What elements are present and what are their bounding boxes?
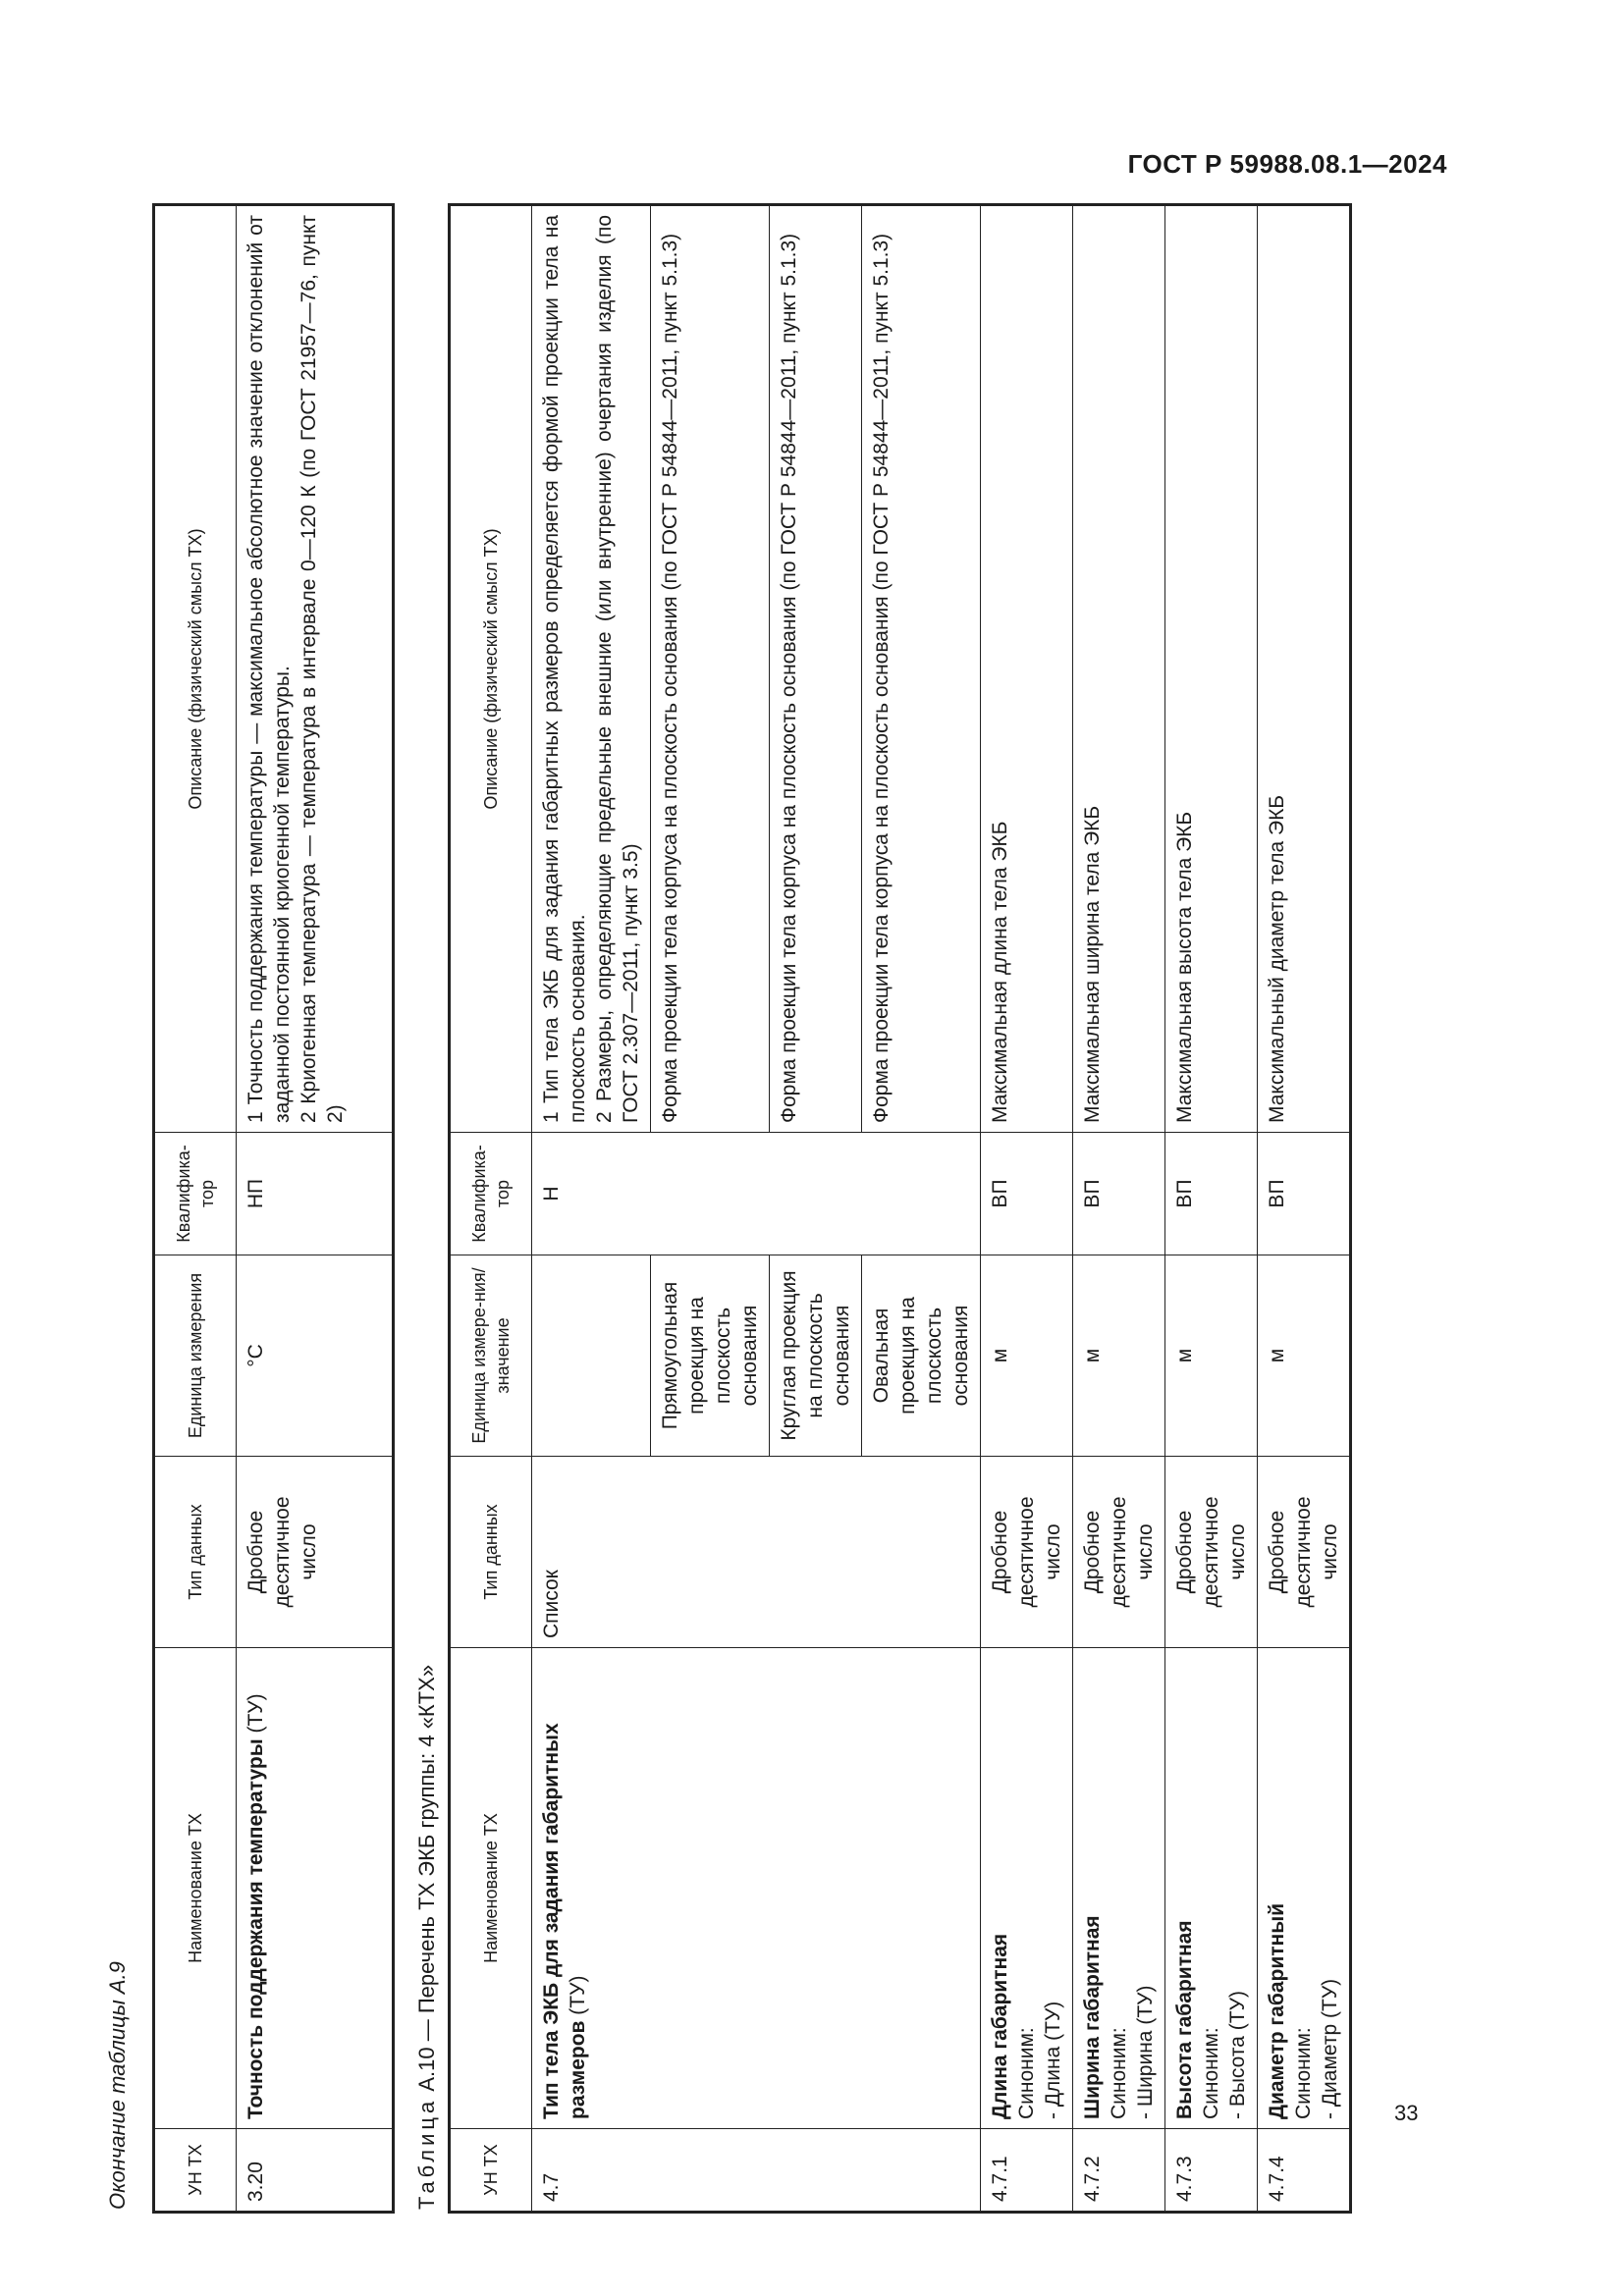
rotated-landscape-content <box>103 191 1497 2214</box>
cell-unit <box>532 1255 651 1457</box>
cell-unit: м <box>1258 1255 1351 1457</box>
synonym-label: Синоним: <box>1015 2027 1038 2119</box>
col-header-unit: Единица измере-ния/значение <box>450 1255 532 1457</box>
cell-description <box>237 205 394 1133</box>
col-header-type: Тип данных <box>154 1457 237 1648</box>
cell-code: 4.7.3 <box>1165 2129 1258 2213</box>
cell-unit: м <box>981 1255 1073 1457</box>
table-caption-label: Таблица <box>414 2097 439 2210</box>
name-bold: Высота габаритная <box>1173 1920 1196 2119</box>
cell-type: Список <box>532 1457 981 1648</box>
description-line: 2 Размеры, определяющие предельные внешние (или внутренние) очертания изделия (по ГОСТ 2.307—2011, пункт 3.5) <box>593 215 642 1123</box>
cell-qualifier: ВП <box>981 1133 1073 1255</box>
cell-description: Форма проекции тела корпуса на плоскость основания (по ГОСТ Р 54844—2011, пункт 5.1.3) <box>770 205 862 1133</box>
page-number: 33 <box>1394 2101 1419 2125</box>
cell-description: Форма проекции тела корпуса на плоскость основания (по ГОСТ Р 54844—2011, пункт 5.1.3) <box>862 205 981 1133</box>
col-header-description: Описание (физический смысл ТХ) <box>450 205 532 1133</box>
table-caption-text: А.10 — Перечень ТХ ЭКБ группы: 4 «КТХ» <box>414 1664 439 2098</box>
cell-type: Дробное десятичное число <box>237 1457 394 1648</box>
cell-code: 3.20 <box>237 2129 394 2213</box>
table-row <box>1258 205 1351 2213</box>
cell-name <box>1165 1648 1258 2129</box>
cell-unit: м <box>1073 1255 1165 1457</box>
document-standard-header: ГОСТ Р 59988.08.1—2024 <box>1127 149 1447 179</box>
cell-qualifier: Н <box>532 1133 981 1255</box>
cell-description: Форма проекции тела корпуса на плоскость основания (по ГОСТ Р 54844—2011, пункт 5.1.3) <box>651 205 770 1133</box>
synonym: - Длина (ТУ) <box>1042 2001 1064 2119</box>
table-row <box>981 205 1073 2213</box>
table-a9 <box>152 203 395 2214</box>
cell-description: Максимальный диаметр тела ЭКБ <box>1258 205 1351 1133</box>
cell-value: Круглая проекция на плоскость основания <box>770 1255 862 1457</box>
cell-description: Максимальная длина тела ЭКБ <box>981 205 1073 1133</box>
table-a10 <box>448 203 1352 2214</box>
synonym-label: Синоним: <box>1200 2027 1222 2119</box>
cell-type: Дробное десятичное число <box>1165 1457 1258 1648</box>
cell-name <box>1073 1648 1165 2129</box>
synonym: - Диаметр (ТУ) <box>1319 1978 1341 2119</box>
cell-type: Дробное десятичное число <box>1073 1457 1165 1648</box>
cell-description: Максимальная высота тела ЭКБ <box>1165 205 1258 1133</box>
table-row <box>1165 205 1258 2213</box>
cell-name <box>981 1648 1073 2129</box>
cell-code: 4.7 <box>532 2129 981 2213</box>
cell-value: Прямоугольная проекция на плоскость основания <box>651 1255 770 1457</box>
cell-description: Максимальная ширина тела ЭКБ <box>1073 205 1165 1133</box>
cell-type: Дробное десятичное число <box>1258 1457 1351 1648</box>
col-header-type: Тип данных <box>450 1457 532 1648</box>
name-bold: Точность поддержания температуры <box>244 1738 267 2119</box>
table-row <box>237 205 394 2213</box>
col-header-unit: Единица измерения <box>154 1255 237 1457</box>
cell-unit: м <box>1165 1255 1258 1457</box>
name-rest: (ТУ) <box>567 1975 589 2021</box>
name-bold: Диаметр габаритный <box>1266 1902 1288 2119</box>
cell-description <box>532 205 651 1133</box>
cell-value: Овальная проекция на плоскость основания <box>862 1255 981 1457</box>
cell-name <box>1258 1648 1351 2129</box>
cell-name <box>237 1648 394 2129</box>
cell-qualifier: ВП <box>1258 1133 1351 1255</box>
table-a9-continuation-caption: Окончание таблицы А.9 <box>105 1961 130 2210</box>
table-a10-caption <box>412 191 442 2210</box>
col-header-qualifier: Квалифика-тор <box>450 1133 532 1255</box>
name-rest: (ТУ) <box>244 1693 267 1739</box>
cell-type: Дробное десятичное число <box>981 1457 1073 1648</box>
description-line: 1 Тип тела ЭКБ для задания габаритных размеров определяется формой проекции тела на плоскость основания. <box>540 215 589 1123</box>
col-header-name: Наименование ТХ <box>450 1648 532 2129</box>
cell-qualifier: ВП <box>1073 1133 1165 1255</box>
synonym: - Высота (ТУ) <box>1226 1991 1249 2119</box>
cell-qualifier: НП <box>237 1133 394 1255</box>
col-header-code: УН ТХ <box>450 2129 532 2213</box>
cell-code: 4.7.1 <box>981 2129 1073 2213</box>
description-line: 2 Криогенная температура — температура в интервале 0—120 К (по ГОСТ 21957—76, пункт 2) <box>298 215 347 1123</box>
name-bold: Длина габаритная <box>989 1933 1011 2119</box>
col-header-qualifier: Квалифика-тор <box>154 1133 237 1255</box>
cell-unit: °С <box>237 1255 394 1457</box>
col-header-name: Наименование ТХ <box>154 1648 237 2129</box>
name-bold: Ширина габаритная <box>1081 1915 1104 2119</box>
cell-code: 4.7.4 <box>1258 2129 1351 2213</box>
table-row <box>1073 205 1165 2213</box>
col-header-description: Описание (физический смысл ТХ) <box>154 205 237 1133</box>
table-a9-header-row <box>154 205 237 2213</box>
cell-qualifier: ВП <box>1165 1133 1258 1255</box>
col-header-code: УН ТХ <box>154 2129 237 2213</box>
cell-code: 4.7.2 <box>1073 2129 1165 2213</box>
cell-name <box>532 1648 981 2129</box>
name-bold: Тип тела ЭКБ для задания габаритных размеров <box>540 1723 589 2119</box>
synonym-label: Синоним: <box>1108 2027 1130 2119</box>
table-a10-header-row <box>450 205 532 2213</box>
synonym-label: Синоним: <box>1292 2027 1315 2119</box>
table-row-group <box>532 205 651 2213</box>
synonym: - Ширина (ТУ) <box>1134 1985 1157 2119</box>
description-line: 1 Точность поддержания температуры — максимальное абсолютное значение отклонений от заданной постоянной криогенной температуры. <box>244 215 294 1123</box>
